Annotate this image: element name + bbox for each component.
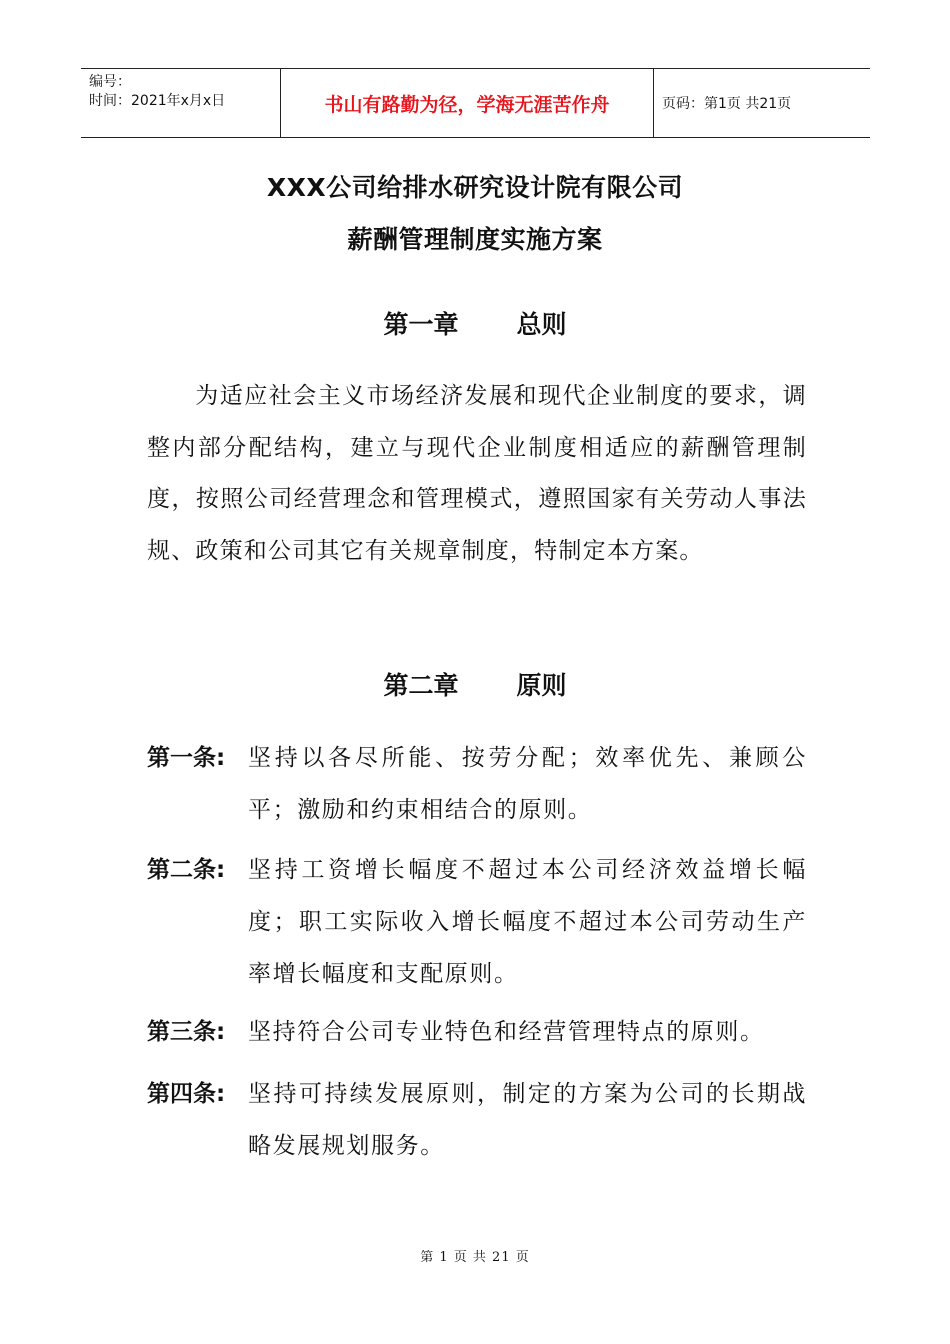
article-4 — [147, 1068, 807, 1172]
document-title-line2: 薪酬管理制度实施方案 — [347, 225, 603, 254]
article-3-text: 坚持符合公司专业特色和经营管理特点的原则。 — [248, 1019, 765, 1045]
chapter-2-name: 原则 — [516, 671, 567, 700]
article-1 — [147, 732, 807, 836]
article-2 — [147, 844, 807, 1000]
document-date: 时间：2021年x月x日 — [89, 93, 226, 109]
article-2-text: 坚持工资增长幅度不超过本公司经济效益增长幅度；职工实际收入增长幅度不超过本公司劳动生产率增长幅度和支配原则。 — [248, 857, 807, 987]
header-page-info: 页码：第1页 共21页 — [662, 96, 792, 112]
article-4-text: 坚持可持续发展原则，制定的方案为公司的长期战略发展规划服务。 — [248, 1081, 807, 1159]
page-header — [81, 68, 870, 138]
article-3 — [147, 1006, 807, 1058]
article-1-text: 坚持以各尽所能、按劳分配；效率优先、兼顾公平；激励和约束相结合的原则。 — [248, 745, 807, 823]
page-footer: 第 1 页 共 21 页 — [420, 1250, 530, 1265]
chapter-1-paragraph — [147, 371, 807, 577]
chapter-1-paragraph-text: 为适应社会主义市场经济发展和现代企业制度的要求，调整内部分配结构，建立与现代企业制度相适应的薪酬管理制度，按照公司经营理念和管理模式，遵照国家有关劳动人事法规、政策和公司其它有关规章制度，特制定本方案。 — [147, 383, 807, 564]
chapter-2-heading — [0, 666, 950, 702]
chapter-1-name: 总则 — [516, 310, 567, 339]
article-1-label: 第一条: — [147, 745, 226, 771]
article-2-label: 第二条: — [147, 857, 226, 883]
header-meta — [81, 69, 281, 137]
chapter-1-heading — [0, 305, 950, 341]
chapter-1-number: 第一章 — [383, 310, 459, 339]
article-4-label: 第四条: — [147, 1081, 226, 1107]
document-number-label: 编号： — [89, 74, 131, 90]
document-title-line1: XXX公司给排水研究设计院有限公司 — [266, 173, 684, 202]
article-3-label: 第三条: — [147, 1019, 226, 1045]
header-motto: 书山有路勤为径，学海无涯苦作舟 — [281, 69, 654, 137]
chapter-2-number: 第二章 — [383, 671, 459, 700]
